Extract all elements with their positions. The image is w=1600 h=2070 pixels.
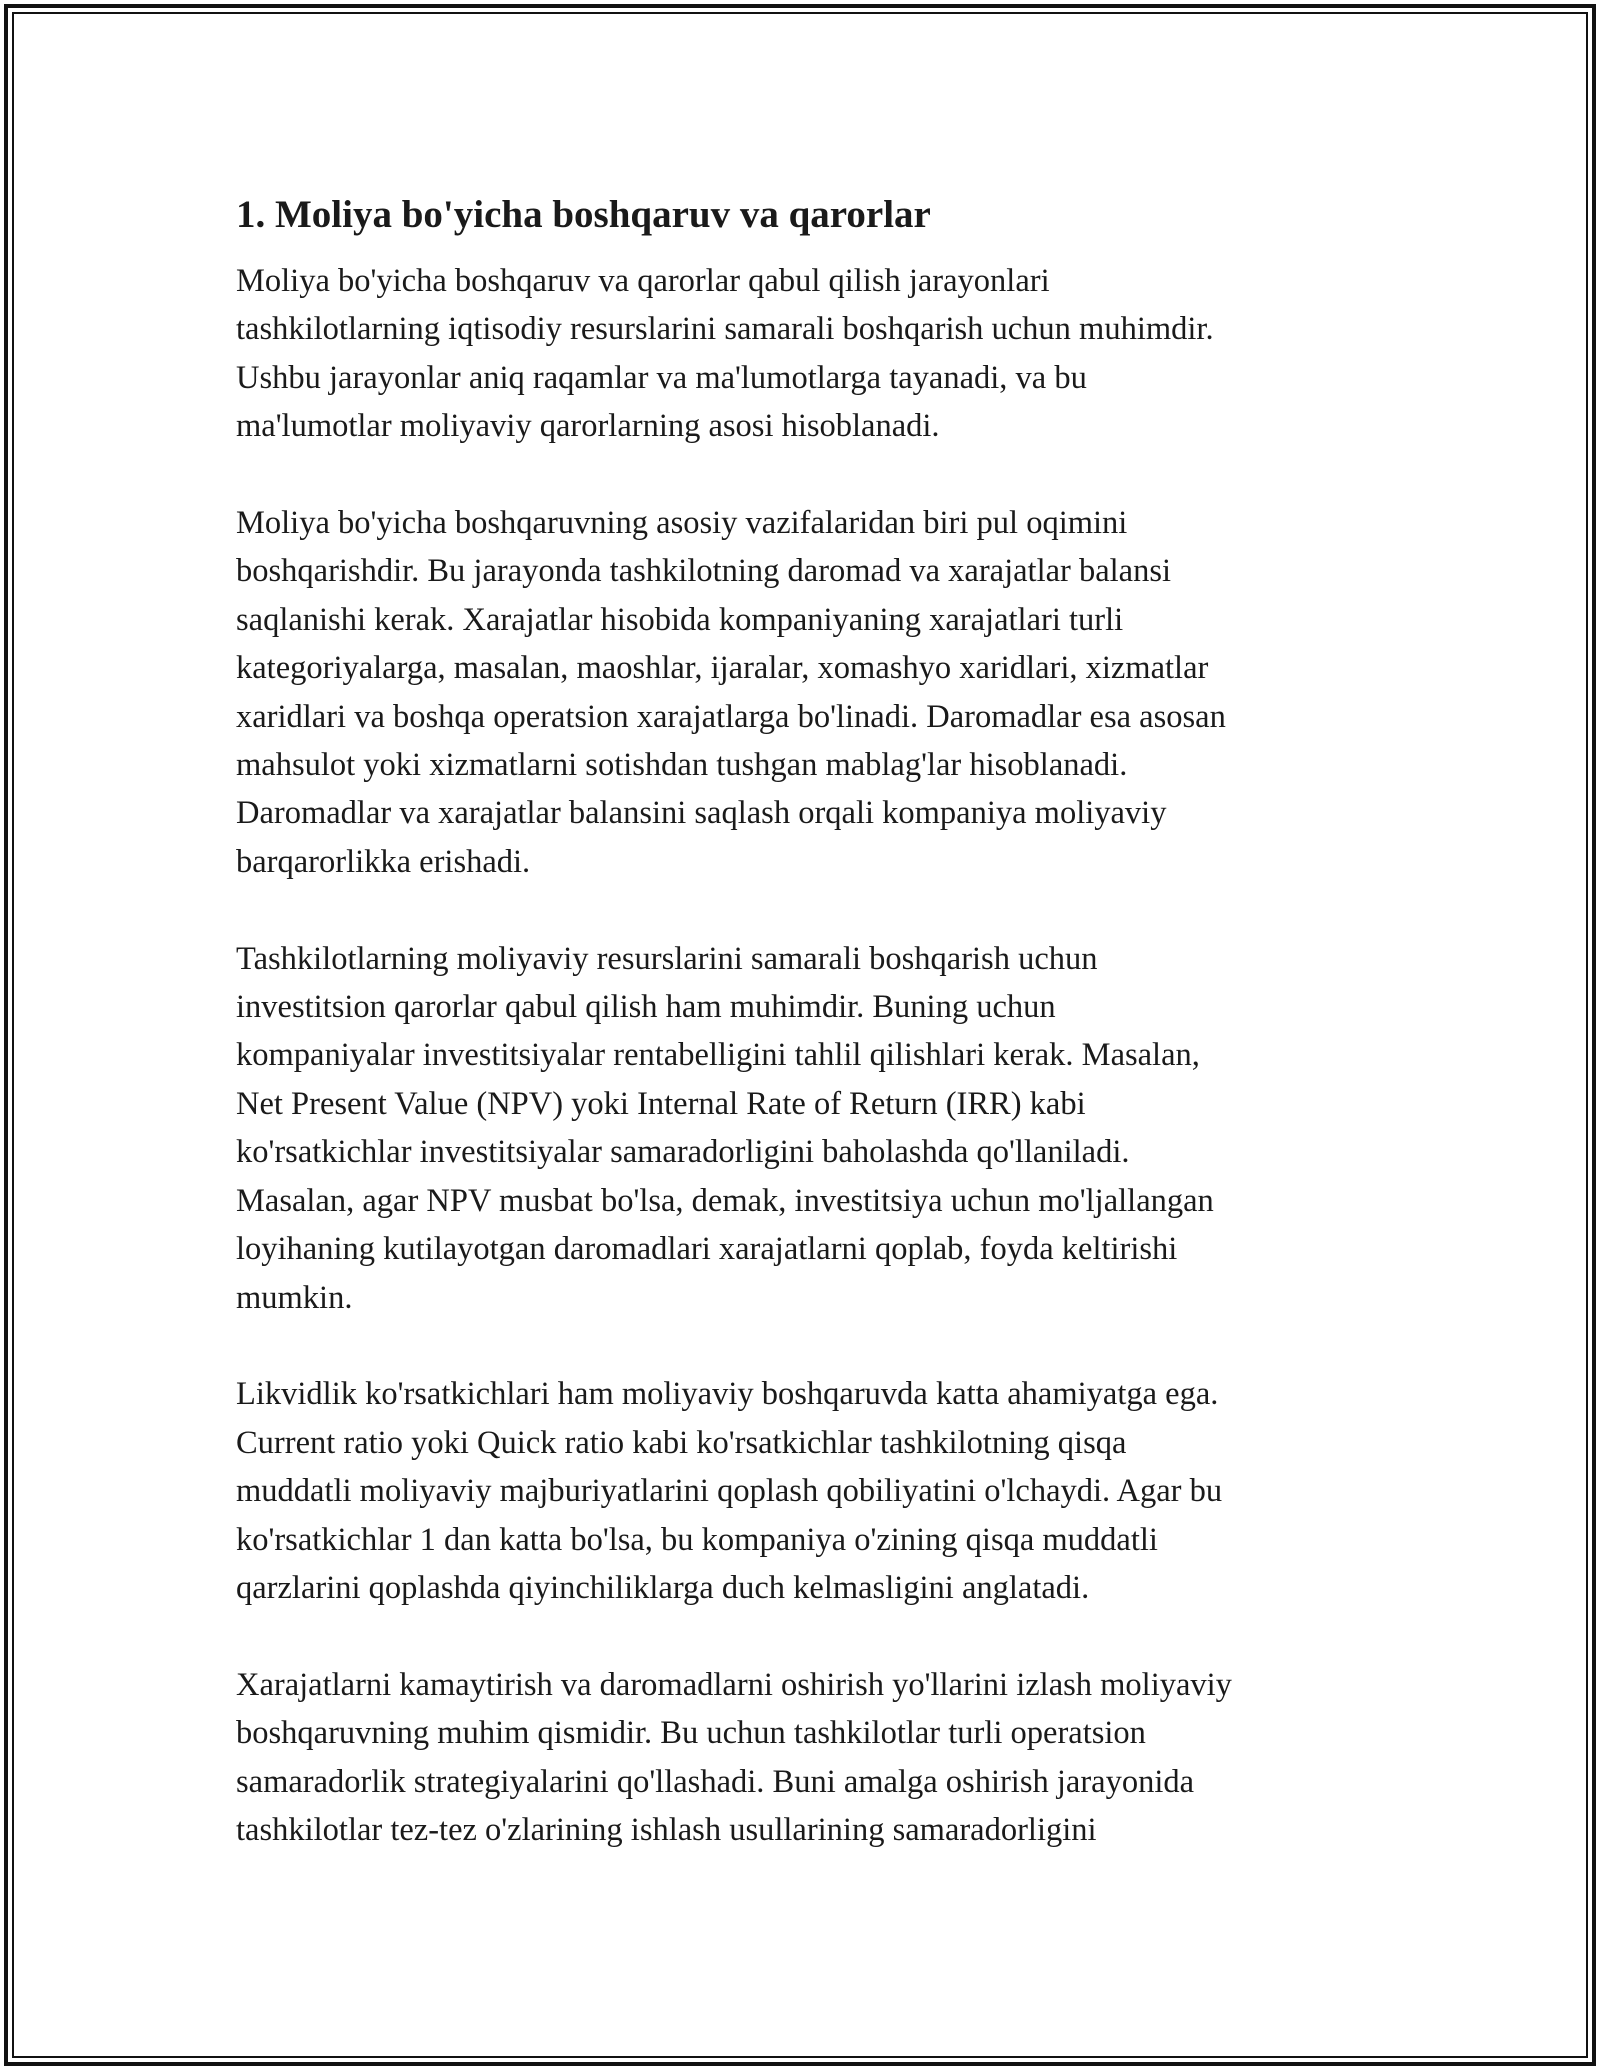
paragraph-cost-reduction: Xarajatlarni kamaytirish va daromadlarni oshirish yo'llarini izlash moliyaviy boshqaruvning muhim qismidir. Bu uchun tashkilotlar turli operatsion samaradorlik strategiyalarini qo'llashadi. Buni amalga oshirish jarayonida tashkilotlar tez-tez o'zlarining ishlash usullarining samaradorligini: [236, 1666, 1232, 1848]
paragraph-liquidity: Likvidlik ko'rsatkichlari ham moliyaviy boshqaruvda katta ahamiyatga ega. Current ratio yoki Quick ratio kabi ko'rsatkichlar tashkilotning qisqa muddatli moliyaviy majburiyatlarini qoplash qobiliyatini o'lchaydi. Agar bu ko'rsatkichlar 1 dan katta bo'lsa, bu kompaniya o'zining qisqa muddatli qarzlarini qoplashda qiyinchiliklarga duch kelmasligini anglatadi.: [236, 1376, 1223, 1606]
paragraph-investment: Tashkilotlarning moliyaviy resurslarini samarali boshqarish uchun investitsion qarorlar qabul qilish ham muhimdir. Buning uchun kompaniyalar investitsiyalar rentabelligini tahlil qilishlari kerak. Masalan, Net Present Value (NPV) yoki Internal Rate of Return (IRR) kabi ko'rsatkichlar investitsiyalar samaradorligini baholashda qo'llaniladi. Masalan, agar NPV musbat bo'lsa, demak, investitsiya uchun mo'ljallangan loyihaning kutilayotgan daromadlari xarajatlarni qoplab, foyda keltirishi mumkin.: [236, 940, 1214, 1316]
paragraph-intro: Moliya bo'yicha boshqaruv va qarorlar qabul qilish jarayonlari tashkilotlarning iqtisodiy resurslarini samarali boshqarish uchun muhimdir. Ushbu jarayonlar aniq raqamlar va ma'lumotlarga tayanadi, va bu ma'lumotlar moliyaviy qarorlarning asosi hisoblanadi.: [236, 263, 1214, 445]
section-heading: 1. Moliya bo'yicha boshqaruv va qarorlar: [236, 193, 931, 236]
paragraph-cash-flow: Moliya bo'yicha boshqaruvning asosiy vazifalaridan biri pul oqimini boshqarishdir. Bu jarayonda tashkilotning daromad va xarajatlar balansi saqlanishi kerak. Xarajatlar hisobida kompaniyaning xarajatlari turli kategoriyalarga, masalan, maoshlar, ijaralar, xomashyo xaridlari, xizmatlar xaridlari va boshqa operatsion xarajatlarga bo'linadi. Daromadlar esa asosan mahsulot yoki xizmatlarni sotishdan tushgan mablag'lar hisoblanadi. Daromadlar va xarajatlar balansini saqlash orqali kompaniya moliyaviy barqarorlikka erishadi.: [236, 505, 1226, 880]
document-body: [236, 185, 1396, 1903]
